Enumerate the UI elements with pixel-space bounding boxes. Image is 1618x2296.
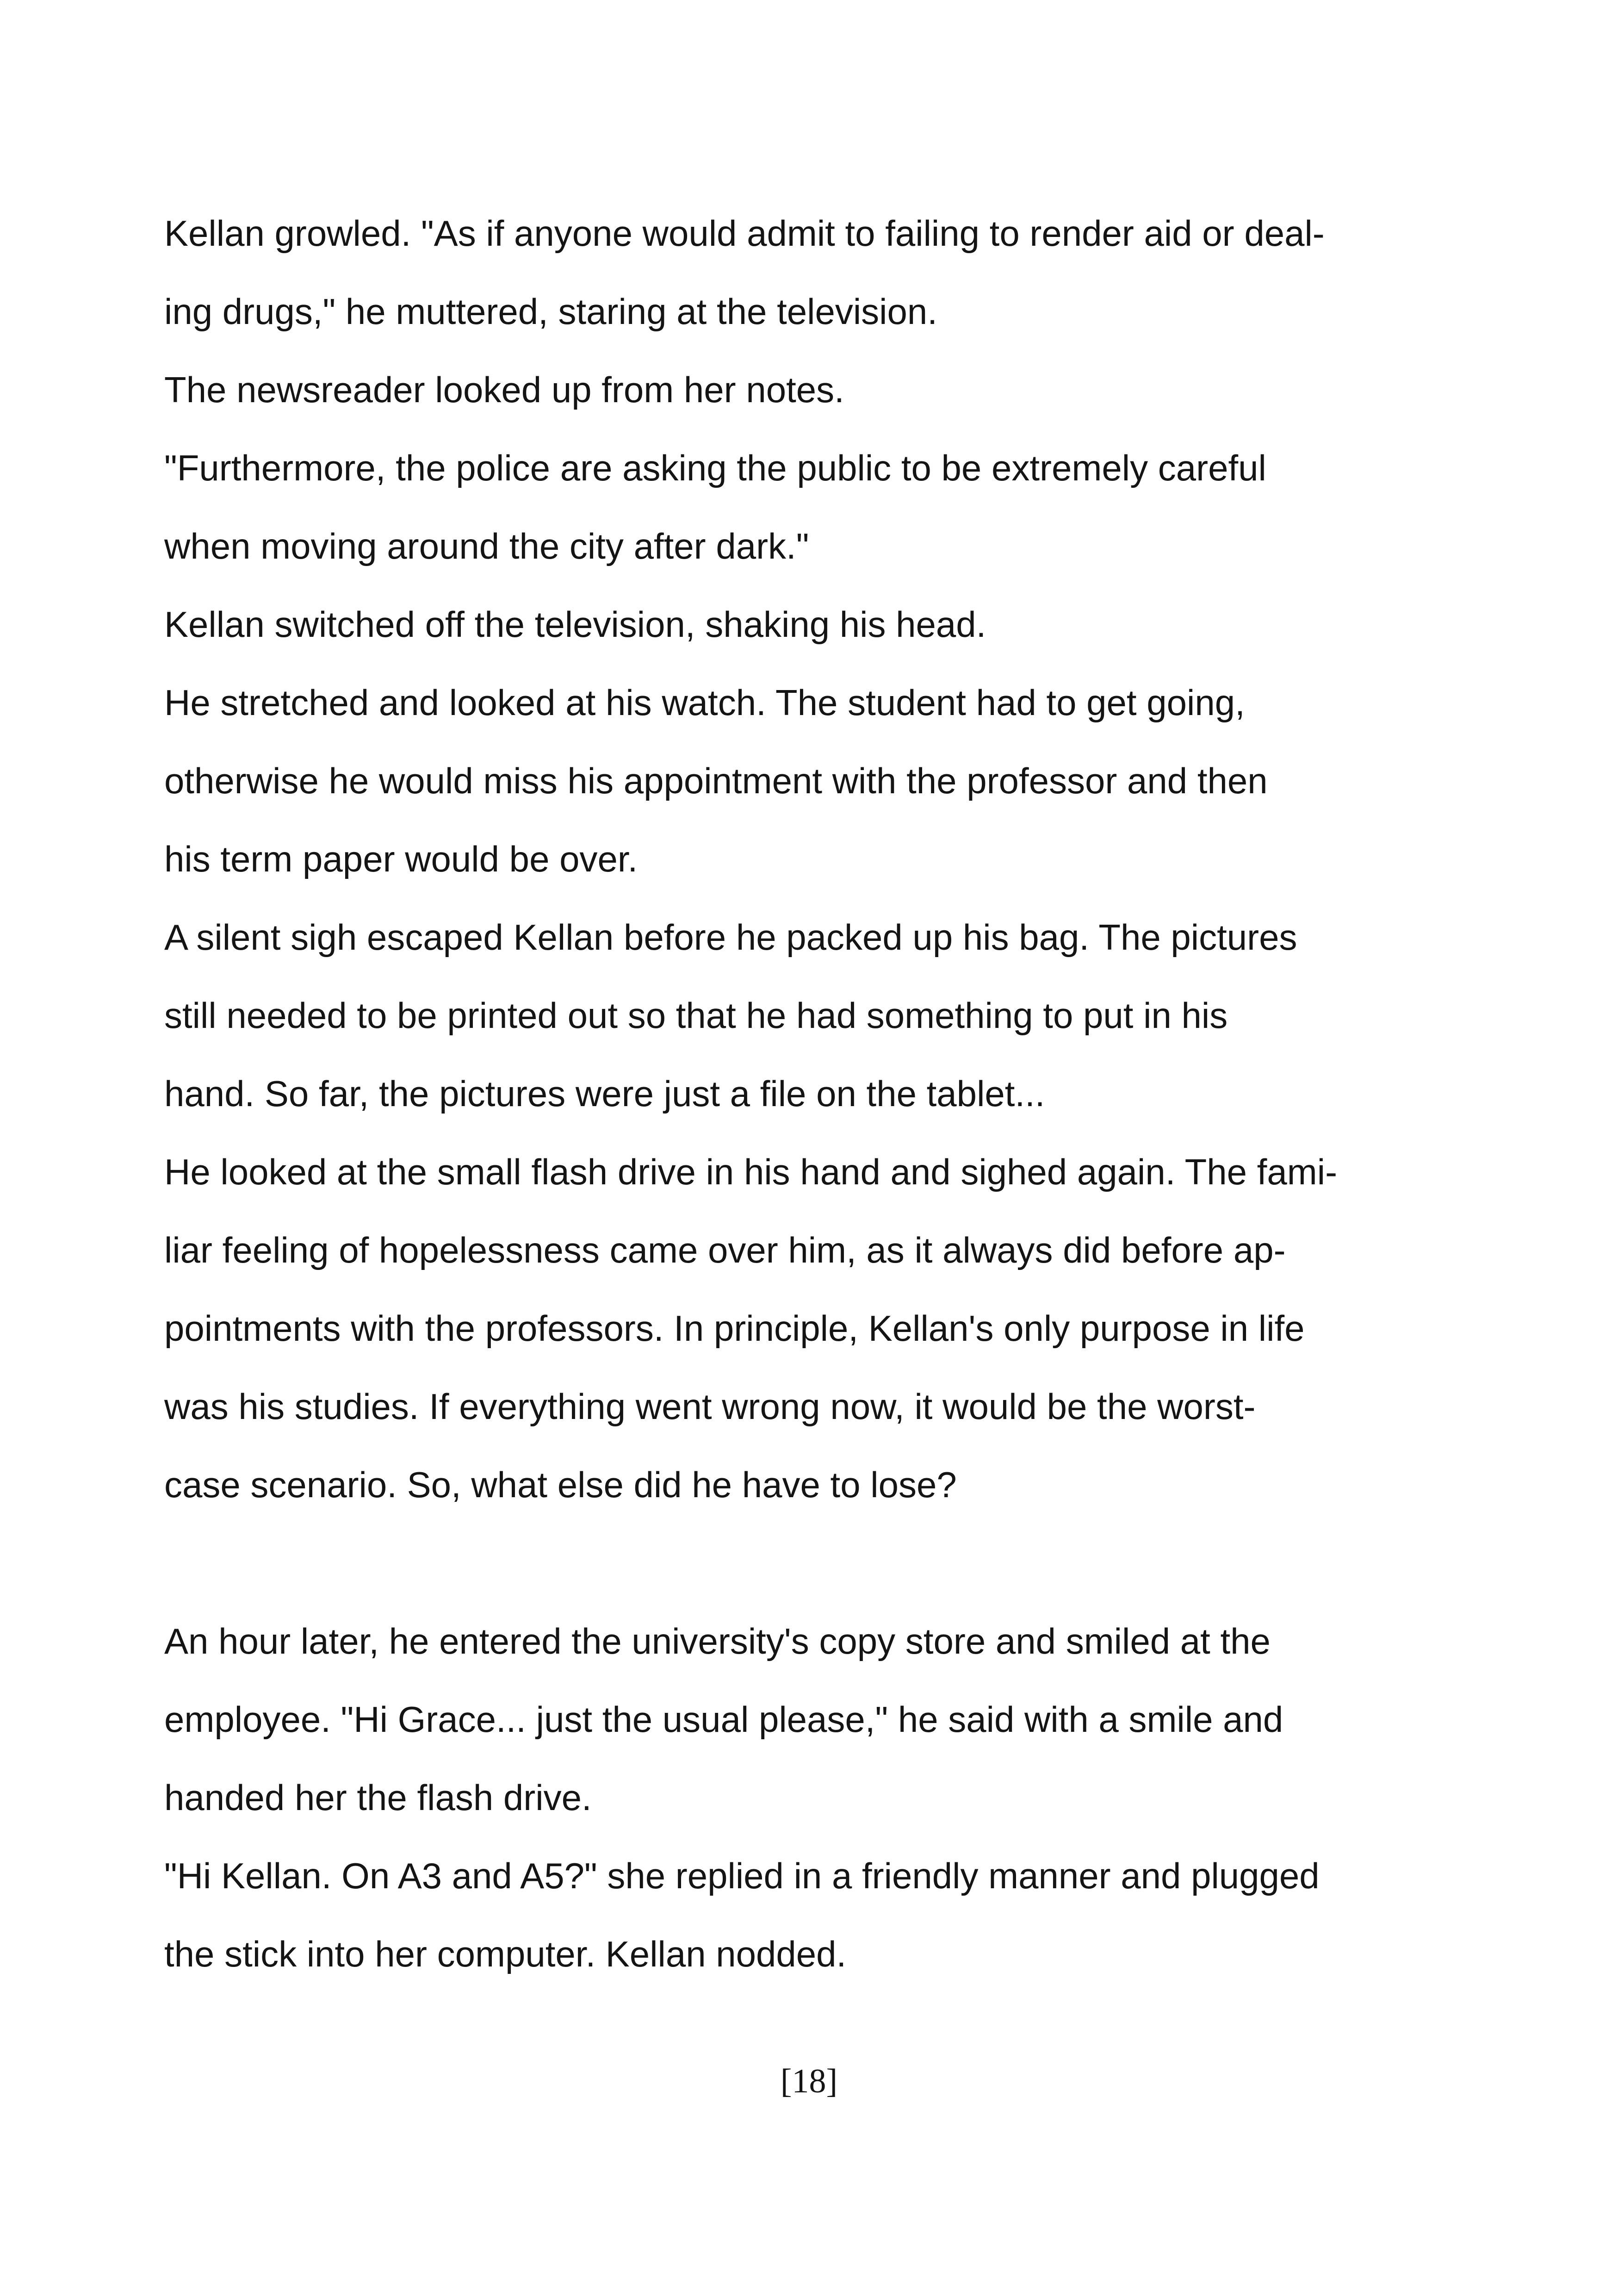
body-text (164, 194, 1464, 1993)
paragraph-6 (164, 898, 1464, 1133)
paragraph-9 (164, 1837, 1464, 1993)
text-line: handed her the flash drive. (164, 1777, 592, 1818)
text-line: A silent sigh escaped Kellan before he packed up his bag. The pictures (164, 917, 1297, 958)
paragraph-2 (164, 351, 1464, 429)
text-line: pointments with the professors. In principle, Kellan's only purpose in life (164, 1308, 1305, 1349)
text-line: liar feeling of hopelessness came over him, as it always did before ap- (164, 1230, 1286, 1270)
paragraph-5 (164, 664, 1464, 898)
text-line: "Hi Kellan. On A3 and A5?" she replied in a friendly manner and plugged (164, 1855, 1320, 1896)
paragraph-8 (164, 1602, 1464, 1837)
paragraph-4 (164, 585, 1464, 664)
text-line: his term paper would be over. (164, 839, 638, 879)
text-line: otherwise he would miss his appointment with the professor and then (164, 760, 1268, 801)
text-line: when moving around the city after dark." (164, 526, 809, 566)
text-line: case scenario. So, what else did he have to lose? (164, 1464, 957, 1505)
text-line: ing drugs," he muttered, staring at the television. (164, 291, 937, 332)
text-line: still needed to be printed out so that he had something to put in his (164, 995, 1228, 1036)
text-line: Kellan switched off the television, shaking his head. (164, 604, 986, 645)
page-number: [18] (780, 2062, 838, 2100)
section-break (164, 1524, 1464, 1602)
text-line: The newsreader looked up from her notes. (164, 369, 844, 410)
text-line: He looked at the small flash drive in his hand and sighed again. The fami- (164, 1151, 1338, 1192)
paragraph-7 (164, 1133, 1464, 1524)
text-line: the stick into her computer. Kellan nodded. (164, 1934, 847, 1974)
text-line: was his studies. If everything went wrong now, it would be the worst- (164, 1386, 1256, 1427)
paragraph-1 (164, 194, 1464, 351)
text-line: hand. So far, the pictures were just a file on the tablet... (164, 1073, 1045, 1114)
text-line: employee. "Hi Grace... just the usual please," he said with a smile and (164, 1699, 1283, 1740)
text-line: Kellan growled. "As if anyone would admit to failing to render aid or deal- (164, 213, 1325, 254)
text-line: "Furthermore, the police are asking the public to be extremely careful (164, 448, 1266, 488)
paragraph-3 (164, 429, 1464, 585)
text-line: He stretched and looked at his watch. The student had to get going, (164, 682, 1245, 723)
text-line: An hour later, he entered the university's copy store and smiled at the (164, 1621, 1271, 1661)
